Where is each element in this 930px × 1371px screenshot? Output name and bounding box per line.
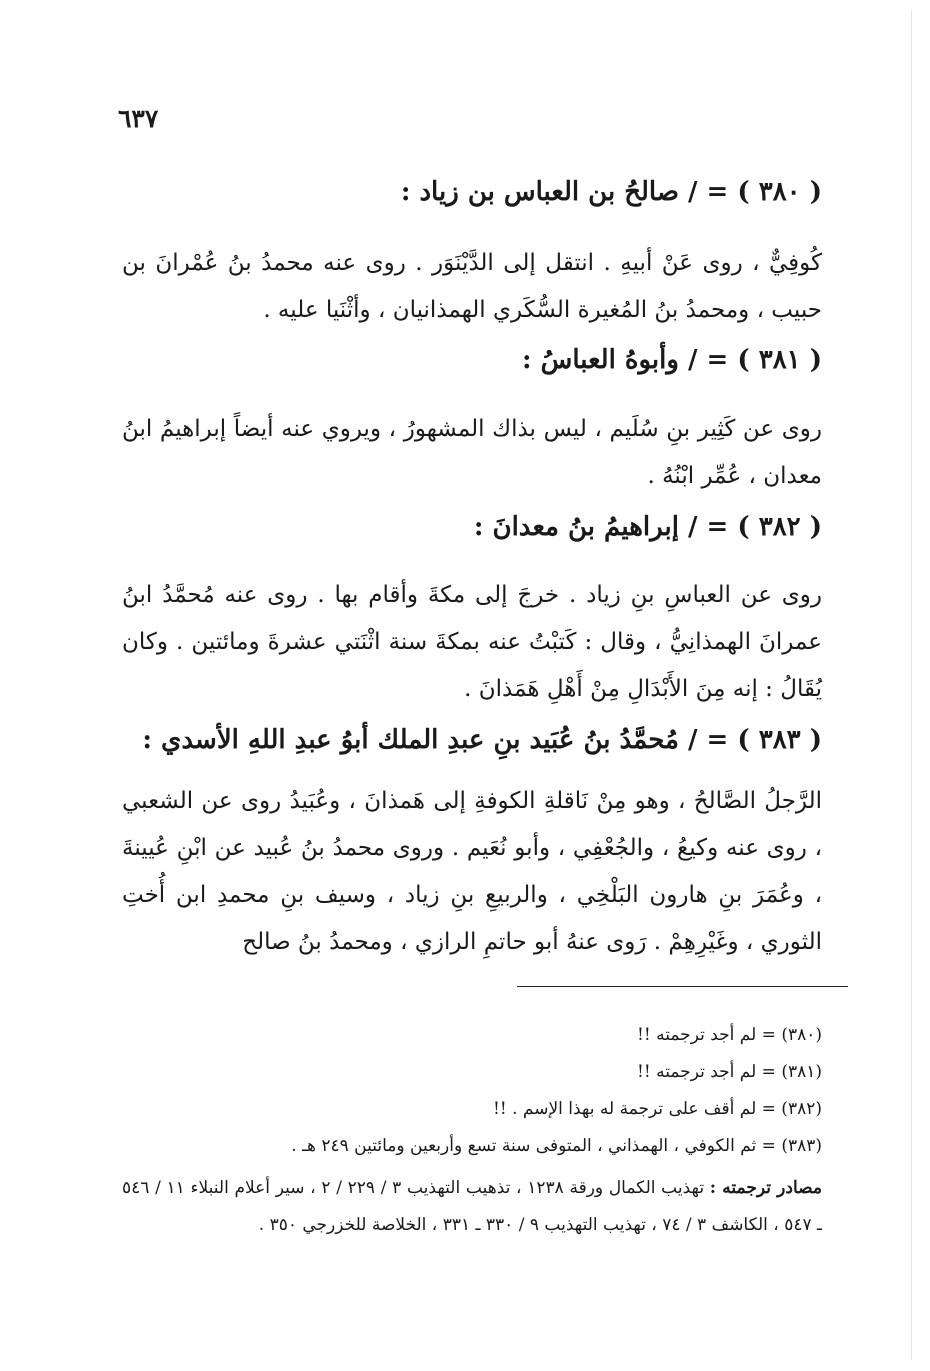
entry-383-heading: ( ٣٨٣ ) = / مُحمَّدُ بنُ عُبَيد بنِ عبدِ الملك أبوُ عبدِ اللهِ الأسدي : xyxy=(142,725,822,755)
entry-380-heading: ( ٣٨٠ ) = / صالحُ بن العباس بن زياد : xyxy=(400,177,822,207)
entry-381-heading: ( ٣٨١ ) = / وأبوهُ العباسُ : xyxy=(521,345,822,375)
entry-382-heading: ( ٣٨٢ ) = / إبراهيمُ بنُ معدانَ : xyxy=(473,512,822,542)
footnote-380: (٣٨٠) = لم أجد ترجمته !! xyxy=(637,1025,822,1045)
page-number: ٦٣٧ xyxy=(118,104,159,133)
entry-382-body: روى عن العباسِ بنِ زياد . خرجَ إلى مكةَ وأقام بها . روى عنه مُحمَّدُ ابنُ عمرانَ الهمذانِيُّ ، وقال : كَتبْتُ عنه بمكةَ سنة اثْنَتي عشرةَ ومائتين . وكان يُقَالُ : إنه مِنَ الأَبْدَالِ مِنْ أَهْلِ هَمَذانَ . xyxy=(122,582,822,702)
sources-label: مصادر ترجمته : xyxy=(709,1178,822,1198)
footnote-separator xyxy=(517,986,848,987)
entry-383-body: الرَّجلُ الصَّالحُ ، وهو مِنْ نَاقلةِ الكوفةِ إلى هَمذانَ ، وعُبَيدُ روى عن الشعبي ، روى عنه وكيعُ ، والجُعْفِي ، وأبو نُعَيم . وروى محمدُ بنُ عُبيد عن ابْنِ عُيينةَ ، وعُمَرَ بنِ هارون البَلْخِي ، والربيعِ بنِ زياد ، وسيف بنِ محمدِ ابن أُختِ الثوري ، وغَيْرِهِمْ . رَوى عنهُ أبو حاتمِ الرازي ، ومحمدُ بنُ صالح xyxy=(122,788,822,955)
footnote-383: (٣٨٣) = ثم الكوفي ، الهمذاني ، المتوفى سنة تسع وأربعين ومائتين ٢٤٩ هـ . xyxy=(291,1136,822,1156)
sources-paragraph xyxy=(122,1170,822,1244)
scan-edge-line xyxy=(911,10,912,1360)
entry-381-body: روى عن كَثِير بنِ سُلَيم ، ليس بذاك المشهورُ ، ويروي عنه أيضاً إبراهيمُ ابنُ معدان ، عُمِّر ابْنُهُ . xyxy=(122,416,822,489)
entry-380-body: كُوفِيٌّ ، روى عَنْ أبيهِ . انتقل إلى الدَّيْنَوَر . روى عنه محمدُ بنُ عُمْرانَ بن حبيب ، ومحمدُ بنُ المُغيرة السُّكَري الهمذانيان ، وأثْنَيا عليه . xyxy=(122,250,822,323)
footnote-381: (٣٨١) = لم أجد ترجمته !! xyxy=(637,1062,822,1082)
footnote-382: (٣٨٢) = لم أقف على ترجمة له بهذا الإسم . !! xyxy=(493,1099,822,1119)
sources-text: تهذيب الكمال ورقة ١٢٣٨ ، تذهيب التهذيب ٣ / ٢٢٩ / ٢ ، سير أعلام النبلاء ١١ / ٥٤٦ ـ ٥٤٧ ، الكاشف ٣ / ٧٤ ، تهذيب التهذيب ٩ / ٣٣٠ ـ ٣٣١ ، الخلاصة للخزرجي ٣٥٠ . xyxy=(122,1178,822,1235)
